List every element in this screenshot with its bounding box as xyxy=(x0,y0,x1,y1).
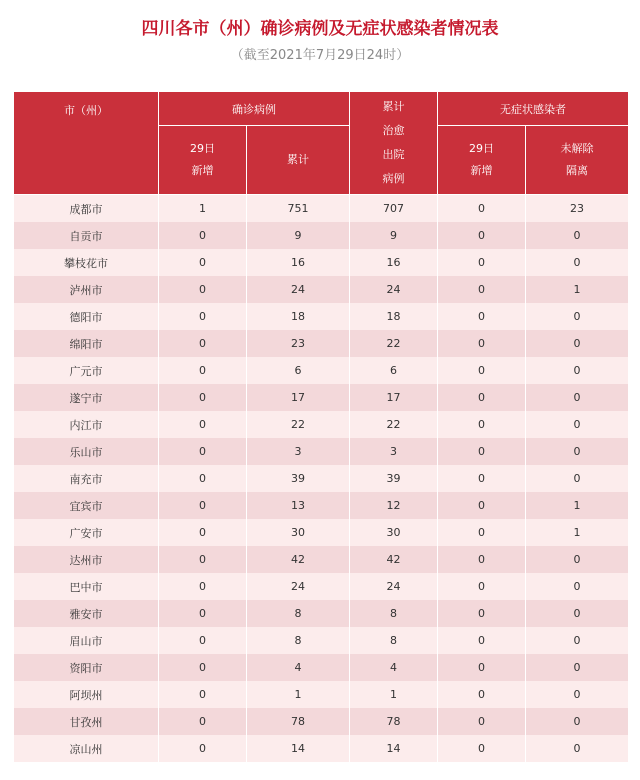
cell-confirmed-total: 14 xyxy=(247,735,350,762)
cell-cured: 18 xyxy=(350,303,438,330)
table-row xyxy=(14,330,629,357)
cell-confirmed-new: 0 xyxy=(159,222,247,249)
table-row xyxy=(14,438,629,465)
cell-asymptomatic-new: 0 xyxy=(438,519,526,546)
table-row xyxy=(14,546,629,573)
cell-cured: 22 xyxy=(350,330,438,357)
table-row xyxy=(14,465,629,492)
cell-city: 眉山市 xyxy=(14,627,159,654)
table-row xyxy=(14,681,629,708)
cell-asymptomatic-unreleased: 0 xyxy=(526,249,629,276)
cell-asymptomatic-new: 0 xyxy=(438,735,526,762)
cell-confirmed-new: 0 xyxy=(159,465,247,492)
cell-asymptomatic-new: 0 xyxy=(438,438,526,465)
table-row xyxy=(14,222,629,249)
cell-city: 自贡市 xyxy=(14,222,159,249)
cell-cured: 12 xyxy=(350,492,438,519)
table-row xyxy=(14,654,629,681)
cell-confirmed-new: 0 xyxy=(159,735,247,762)
cell-city: 巴中市 xyxy=(14,573,159,600)
cell-confirmed-new: 0 xyxy=(159,384,247,411)
cell-confirmed-total: 30 xyxy=(247,519,350,546)
cell-confirmed-total: 4 xyxy=(247,654,350,681)
cell-asymptomatic-unreleased: 0 xyxy=(526,654,629,681)
cell-cured: 6 xyxy=(350,357,438,384)
table-row xyxy=(14,735,629,762)
cell-asymptomatic-unreleased: 0 xyxy=(526,357,629,384)
cell-cured: 3 xyxy=(350,438,438,465)
cell-cured: 24 xyxy=(350,573,438,600)
cell-city: 雅安市 xyxy=(14,600,159,627)
cell-confirmed-new: 0 xyxy=(159,303,247,330)
cell-cured: 39 xyxy=(350,465,438,492)
cell-confirmed-new: 1 xyxy=(159,195,247,223)
cell-asymptomatic-unreleased: 0 xyxy=(526,330,629,357)
table-row xyxy=(14,627,629,654)
cell-confirmed-new: 0 xyxy=(159,546,247,573)
cell-confirmed-total: 13 xyxy=(247,492,350,519)
cell-asymptomatic-new: 0 xyxy=(438,654,526,681)
cell-asymptomatic-unreleased: 0 xyxy=(526,438,629,465)
cell-confirmed-new: 0 xyxy=(159,627,247,654)
table-row xyxy=(14,708,629,735)
cell-asymptomatic-unreleased: 0 xyxy=(526,546,629,573)
cell-cured: 9 xyxy=(350,222,438,249)
cell-cured: 30 xyxy=(350,519,438,546)
cell-asymptomatic-new: 0 xyxy=(438,222,526,249)
cell-city: 宜宾市 xyxy=(14,492,159,519)
cell-cured: 8 xyxy=(350,600,438,627)
cell-asymptomatic-new: 0 xyxy=(438,357,526,384)
cell-confirmed-total: 18 xyxy=(247,303,350,330)
cell-asymptomatic-new: 0 xyxy=(438,600,526,627)
cell-cured: 78 xyxy=(350,708,438,735)
cell-asymptomatic-unreleased: 0 xyxy=(526,411,629,438)
cell-confirmed-total: 9 xyxy=(247,222,350,249)
cell-city: 成都市 xyxy=(14,195,159,223)
cell-asymptomatic-unreleased: 0 xyxy=(526,600,629,627)
table-row xyxy=(14,357,629,384)
header-city: 市（州） xyxy=(14,92,159,195)
cell-asymptomatic-unreleased: 0 xyxy=(526,681,629,708)
cell-confirmed-total: 3 xyxy=(247,438,350,465)
cell-city: 遂宁市 xyxy=(14,384,159,411)
cell-confirmed-new: 0 xyxy=(159,681,247,708)
cell-confirmed-new: 0 xyxy=(159,654,247,681)
cell-cured: 16 xyxy=(350,249,438,276)
cell-asymptomatic-unreleased: 1 xyxy=(526,519,629,546)
cell-confirmed-total: 17 xyxy=(247,384,350,411)
cell-confirmed-total: 42 xyxy=(247,546,350,573)
cell-cured: 42 xyxy=(350,546,438,573)
cell-asymptomatic-new: 0 xyxy=(438,492,526,519)
cell-city: 德阳市 xyxy=(14,303,159,330)
header-asymptomatic-group: 无症状感染者 xyxy=(438,92,629,126)
cell-confirmed-new: 0 xyxy=(159,276,247,303)
table-row xyxy=(14,384,629,411)
cell-confirmed-new: 0 xyxy=(159,600,247,627)
table-row xyxy=(14,276,629,303)
cell-confirmed-total: 22 xyxy=(247,411,350,438)
cell-city: 广元市 xyxy=(14,357,159,384)
header-asymptomatic-unreleased: 未解除 隔离 xyxy=(526,126,629,195)
table-header xyxy=(14,92,629,195)
cell-confirmed-total: 16 xyxy=(247,249,350,276)
cell-cured: 4 xyxy=(350,654,438,681)
table-row xyxy=(14,492,629,519)
cell-asymptomatic-new: 0 xyxy=(438,384,526,411)
cell-confirmed-new: 0 xyxy=(159,411,247,438)
cell-city: 阿坝州 xyxy=(14,681,159,708)
cell-asymptomatic-new: 0 xyxy=(438,249,526,276)
cell-confirmed-new: 0 xyxy=(159,492,247,519)
cell-confirmed-total: 24 xyxy=(247,276,350,303)
cell-asymptomatic-new: 0 xyxy=(438,681,526,708)
cell-confirmed-new: 0 xyxy=(159,249,247,276)
cell-asymptomatic-unreleased: 0 xyxy=(526,384,629,411)
table-row xyxy=(14,600,629,627)
cell-asymptomatic-unreleased: 0 xyxy=(526,573,629,600)
cell-city: 甘孜州 xyxy=(14,708,159,735)
cell-city: 资阳市 xyxy=(14,654,159,681)
cell-confirmed-total: 8 xyxy=(247,600,350,627)
cell-confirmed-total: 24 xyxy=(247,573,350,600)
cell-asymptomatic-unreleased: 1 xyxy=(526,276,629,303)
header-asymptomatic-new: 29日 新增 xyxy=(438,126,526,195)
cell-city: 凉山州 xyxy=(14,735,159,762)
cell-asymptomatic-new: 0 xyxy=(438,276,526,303)
cases-table xyxy=(13,91,629,762)
cell-confirmed-new: 0 xyxy=(159,573,247,600)
table-row xyxy=(14,573,629,600)
cell-asymptomatic-new: 0 xyxy=(438,195,526,223)
cell-city: 广安市 xyxy=(14,519,159,546)
cell-asymptomatic-new: 0 xyxy=(438,465,526,492)
cell-asymptomatic-new: 0 xyxy=(438,330,526,357)
cell-asymptomatic-unreleased: 23 xyxy=(526,195,629,223)
cell-cured: 707 xyxy=(350,195,438,223)
cell-confirmed-total: 6 xyxy=(247,357,350,384)
cell-city: 泸州市 xyxy=(14,276,159,303)
cell-city: 绵阳市 xyxy=(14,330,159,357)
cell-confirmed-total: 23 xyxy=(247,330,350,357)
cell-confirmed-total: 1 xyxy=(247,681,350,708)
page-subtitle: （截至2021年7月29日24时） xyxy=(230,48,410,63)
cell-asymptomatic-new: 0 xyxy=(438,546,526,573)
table-body xyxy=(14,195,629,763)
table-row xyxy=(14,195,629,223)
table-row xyxy=(14,519,629,546)
cell-asymptomatic-new: 0 xyxy=(438,708,526,735)
cell-cured: 24 xyxy=(350,276,438,303)
header-confirmed-group: 确诊病例 xyxy=(159,92,350,126)
page-title: 四川各市（州）确诊病例及无症状感染者情况表 xyxy=(141,19,499,39)
cell-asymptomatic-unreleased: 0 xyxy=(526,735,629,762)
cell-city: 攀枝花市 xyxy=(14,249,159,276)
cell-cured: 17 xyxy=(350,384,438,411)
header-confirmed-total: 累计 xyxy=(247,126,350,195)
cell-cured: 1 xyxy=(350,681,438,708)
table-row xyxy=(14,303,629,330)
cell-asymptomatic-unreleased: 1 xyxy=(526,492,629,519)
cell-confirmed-new: 0 xyxy=(159,330,247,357)
cell-cured: 22 xyxy=(350,411,438,438)
cell-city: 南充市 xyxy=(14,465,159,492)
cell-asymptomatic-unreleased: 0 xyxy=(526,303,629,330)
cell-asymptomatic-unreleased: 0 xyxy=(526,708,629,735)
cell-city: 达州市 xyxy=(14,546,159,573)
cell-confirmed-new: 0 xyxy=(159,519,247,546)
cell-confirmed-new: 0 xyxy=(159,708,247,735)
cell-asymptomatic-unreleased: 0 xyxy=(526,222,629,249)
cell-asymptomatic-new: 0 xyxy=(438,303,526,330)
header-cured: 累计 治愈 出院 病例 xyxy=(350,92,438,195)
cell-asymptomatic-unreleased: 0 xyxy=(526,627,629,654)
cell-city: 内江市 xyxy=(14,411,159,438)
cell-confirmed-total: 39 xyxy=(247,465,350,492)
cell-asymptomatic-unreleased: 0 xyxy=(526,465,629,492)
cell-asymptomatic-new: 0 xyxy=(438,573,526,600)
header-confirmed-new: 29日 新增 xyxy=(159,126,247,195)
cell-cured: 14 xyxy=(350,735,438,762)
cell-confirmed-new: 0 xyxy=(159,438,247,465)
cell-confirmed-new: 0 xyxy=(159,357,247,384)
table-row xyxy=(14,411,629,438)
cell-city: 乐山市 xyxy=(14,438,159,465)
cell-confirmed-total: 8 xyxy=(247,627,350,654)
cell-confirmed-total: 78 xyxy=(247,708,350,735)
table-row xyxy=(14,249,629,276)
cell-asymptomatic-new: 0 xyxy=(438,411,526,438)
cell-cured: 8 xyxy=(350,627,438,654)
cell-confirmed-total: 751 xyxy=(247,195,350,223)
cell-asymptomatic-new: 0 xyxy=(438,627,526,654)
